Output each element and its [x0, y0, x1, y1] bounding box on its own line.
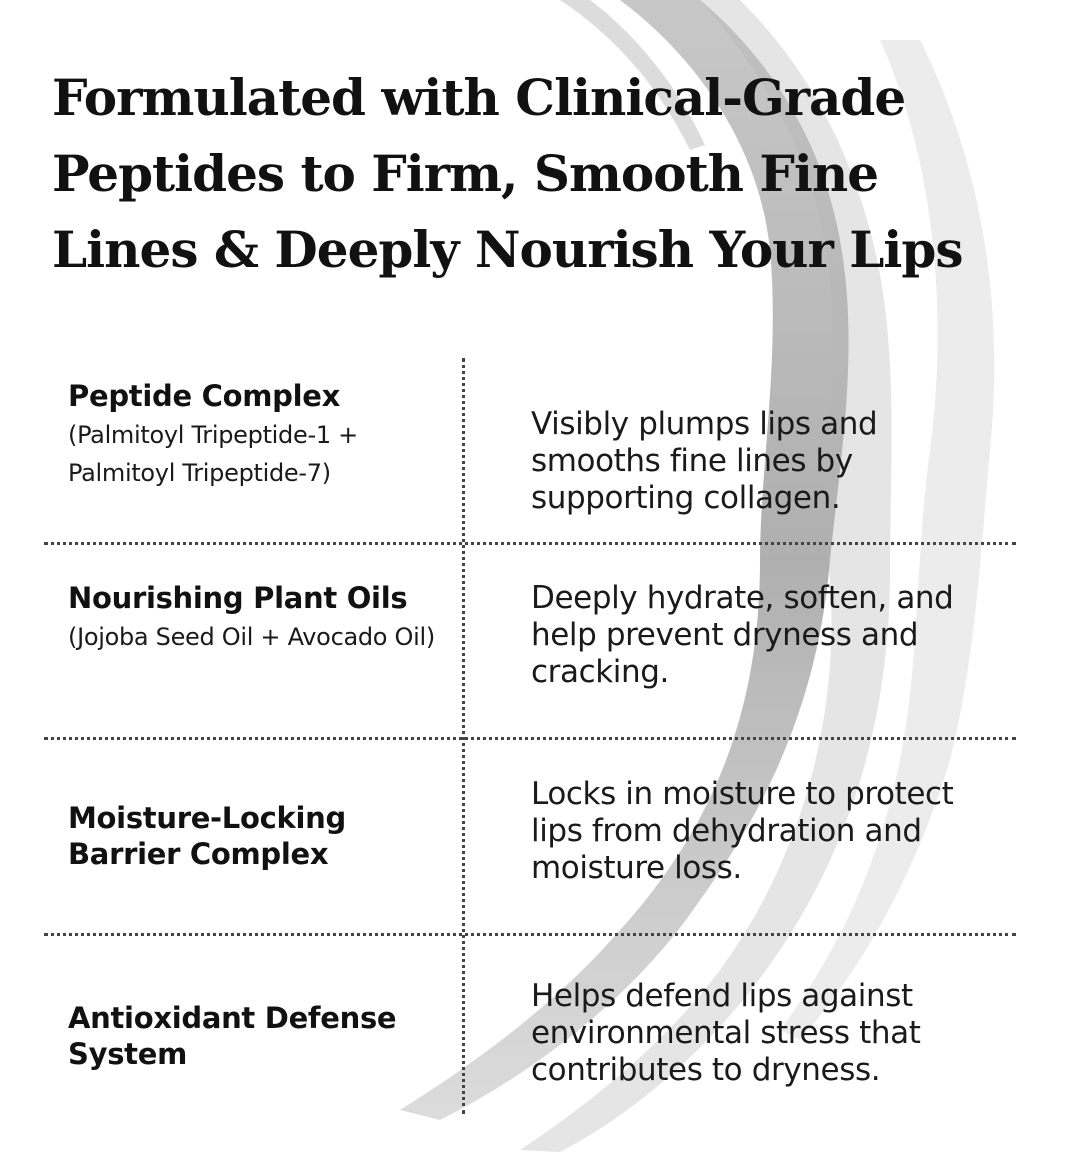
- benefit-text: Locks in moisture to protect lips from dehydration and moisture loss.: [531, 776, 954, 886]
- benefit-text: Visibly plumps lips and smooths fine lines by supporting collagen.: [531, 406, 878, 516]
- benefit-cell: [531, 978, 1011, 1089]
- benefit-text: Helps defend lips against environmental stress that contributes to dryness.: [531, 978, 921, 1088]
- benefit-cell: [531, 580, 1011, 691]
- benefit-cell: [531, 776, 1011, 887]
- ingredient-name: Nourishing Plant Oils: [68, 581, 408, 615]
- row-divider: [44, 933, 1016, 936]
- ingredient-cell: [68, 1000, 453, 1072]
- ingredient-name: Antioxidant Defense System: [68, 1001, 397, 1071]
- benefit-cell: [531, 406, 1011, 517]
- ingredient-cell: [68, 378, 453, 492]
- benefit-text: Deeply hydrate, soften, and help prevent dryness and cracking.: [531, 580, 954, 690]
- headline: Formulated with Clinical-Grade Peptides to Firm, Smooth Fine Lines & Deeply Nourish Your Lips: [52, 68, 963, 279]
- ingredient-detail: (Jojoba Seed Oil + Avocado Oil): [68, 623, 435, 651]
- ingredients-table: [44, 358, 1016, 1114]
- ingredient-name: Peptide Complex: [68, 379, 341, 413]
- ingredient-name: Moisture-Locking Barrier Complex: [68, 801, 346, 871]
- ingredient-cell: [68, 800, 453, 872]
- column-divider: [462, 358, 465, 1114]
- row-divider: [44, 542, 1016, 545]
- row-divider: [44, 737, 1016, 740]
- ingredient-detail: (Palmitoyl Tripeptide-1 + Palmitoyl Tripeptide-7): [68, 421, 358, 487]
- ingredient-cell: [68, 580, 453, 656]
